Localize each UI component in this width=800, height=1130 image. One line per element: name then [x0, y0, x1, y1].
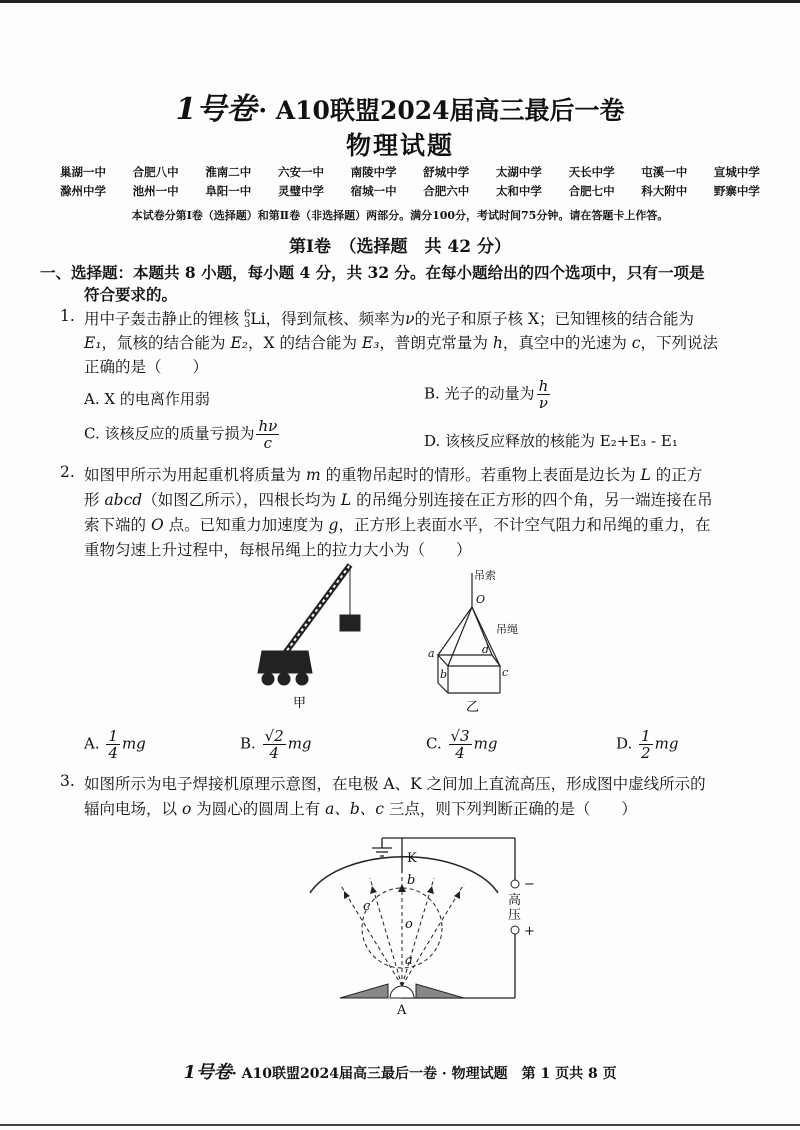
mass-number: 6 [243, 309, 251, 320]
var-c: c [631, 334, 641, 352]
arrow-head [427, 886, 434, 894]
field-line [402, 884, 464, 986]
q1-option-a[interactable]: A. X 的电离作用弱 [84, 390, 210, 408]
q2-option-c[interactable] [426, 728, 497, 761]
school: 滁州中学 [60, 184, 106, 198]
var-mg: mg [121, 734, 146, 753]
numerator: hν [258, 417, 278, 435]
q2-line-2 [84, 488, 784, 512]
q3-text: 辐向电场，以 [84, 800, 182, 818]
q2-line-4: 重物匀速上升过程中，每根吊绳上的拉力大小为（ ） [84, 541, 472, 559]
denominator: ν [538, 394, 548, 412]
figure-label-yi: 乙 [466, 700, 480, 715]
point-b: b [440, 668, 448, 681]
school: 合肥七中 [568, 184, 615, 198]
q1-text: ，下列说法 [640, 334, 718, 352]
label-rope: 吊绳 [496, 623, 518, 636]
label-voltage: 压 [508, 908, 522, 923]
arrow-head [454, 891, 460, 899]
rope-box-figure [410, 565, 550, 715]
var-mg: mg [654, 734, 679, 753]
bottom-border [0, 1124, 800, 1126]
figure-label-jia: 甲 [293, 696, 307, 711]
field-line [402, 878, 434, 986]
point-c: c [502, 666, 509, 679]
nuclide-symbol: Li [250, 310, 266, 328]
q1-line-3: 正确的是（ ） [84, 358, 209, 376]
q2-text: ，正方形上表面水平，不计空气阻力和吊绳的重力，在 [338, 516, 711, 534]
crane-boom [280, 565, 350, 660]
q2-text: 索下端的 [84, 516, 151, 534]
q1-line-2 [84, 331, 784, 355]
q2-text: 的正方 [650, 466, 703, 484]
school: 宣城中学 [713, 165, 760, 179]
charge-number: 3 [243, 319, 251, 330]
exam-subtitle: 物理试题 [345, 131, 454, 160]
option-label: B. [240, 734, 256, 753]
label-hoist-cable: 吊索 [474, 569, 496, 582]
rope-box-drawing [438, 573, 500, 693]
q2-text: 如图甲所示为用起重机将质量为 [84, 466, 306, 484]
school: 野寨中学 [713, 184, 760, 198]
denominator: 4 [108, 744, 118, 762]
fraction [106, 728, 120, 761]
fraction [263, 728, 286, 761]
label-c: c [363, 899, 371, 914]
anode-shield-right [416, 984, 464, 998]
anode-shield-left [340, 984, 388, 998]
q3-text: 为圆心的圆周上有 [191, 800, 326, 818]
q1-text: ，得到氚核、频率为 [265, 310, 406, 328]
welding-machine-figure [300, 818, 540, 1018]
point-d: d [482, 643, 490, 656]
anode [340, 984, 464, 998]
box-edge [438, 683, 448, 693]
var-E2: E₂ [230, 334, 248, 352]
arrow-head [370, 886, 377, 894]
var-o: o [181, 800, 192, 818]
numerator: √2 [264, 727, 284, 745]
school-list-row-1 [60, 164, 760, 180]
option-text: C. 该核反应的质量亏损为 [84, 424, 255, 443]
field-line [340, 884, 402, 986]
school: 六安一中 [277, 165, 324, 179]
numerator: √3 [450, 727, 470, 745]
school: 池州一中 [132, 184, 179, 198]
q1-text: 的光子和原子核 X；已知锂核的结合能为 [414, 310, 694, 328]
q2-option-d[interactable] [616, 728, 678, 761]
terminal-plus [511, 926, 519, 934]
option-text: B. 光子的动量为 [424, 384, 535, 403]
crane-wheel [296, 673, 308, 685]
numerator: h [538, 377, 549, 395]
fraction [639, 728, 653, 761]
denominator: 4 [269, 744, 279, 762]
q2-text: 形 [84, 491, 105, 509]
option-label: A. [84, 734, 100, 753]
label-A: A [397, 1003, 407, 1018]
point-O: O [476, 593, 486, 606]
q1-option-b[interactable] [424, 378, 552, 411]
school: 宿城一中 [350, 184, 397, 198]
q1-text: 用中子轰击静止的锂核 [84, 310, 244, 328]
school: 科大附中 [641, 184, 688, 198]
page-footer [0, 1058, 800, 1084]
exam-note: 本试卷分第Ⅰ卷（选择题）和第Ⅱ卷（非选择题）两部分。满分100分，考试时间75分钟。请在答题卡上作答。 [131, 209, 669, 222]
var-E3: E₃ [361, 334, 380, 352]
school-list-row-2 [60, 183, 760, 199]
var-mg: mg [473, 734, 498, 753]
exam-title-text: · A10联盟2024届高三最后一卷 [258, 96, 625, 125]
q3-text: 三点，则下列判断正确的是（ ） [384, 800, 637, 818]
field-line [370, 878, 402, 986]
school: 太和中学 [495, 184, 542, 198]
point-a: a [428, 647, 435, 660]
question-number: 3. [60, 772, 75, 790]
q1-text: ，真空中的光速为 [502, 334, 632, 352]
label-K: K [407, 851, 417, 866]
numerator: 1 [108, 727, 118, 745]
crane-figure [250, 555, 380, 715]
school: 淮南二中 [205, 165, 252, 179]
school: 合肥六中 [423, 184, 470, 198]
label-minus: − [524, 877, 535, 892]
crane-body [258, 651, 312, 673]
option-label: D. [616, 734, 633, 753]
q2-text: 的吊绳分别连接在正方形的四个角，另一端连接在吊 [351, 491, 713, 509]
footer-text: · A10联盟2024届高三最后一卷 · 物理试题 第 1 页共 8 页 [231, 1066, 617, 1082]
var-h: h [492, 334, 503, 352]
school: 屯溪一中 [641, 165, 688, 179]
label-plus: + [524, 924, 535, 939]
var-nu: ν [405, 310, 415, 328]
var-abc: a、b、c [325, 800, 384, 818]
exam-title [0, 84, 800, 128]
section-heading: 第Ⅰ卷 （选择题 共 42 分） [289, 237, 511, 257]
denominator: 2 [641, 744, 651, 762]
terminal-minus [511, 880, 519, 888]
box-labels [428, 568, 518, 681]
crane-load [340, 615, 360, 631]
var-O: O [150, 516, 164, 534]
option-label: C. [426, 734, 442, 753]
figure-labels [363, 851, 535, 1018]
crane-wheel [262, 673, 274, 685]
var-L: L [640, 466, 651, 484]
label-o: o [405, 917, 413, 932]
label-a: a [405, 953, 413, 968]
q1-option-d[interactable]: D. 该核反应释放的核能为 E₂+E₃ - E₁ [424, 432, 678, 450]
q2-option-a[interactable] [84, 728, 146, 761]
label-high: 高 [508, 893, 522, 908]
school: 灵璧中学 [277, 184, 324, 198]
school: 南陵中学 [350, 165, 397, 179]
instructions-line-2: 符合要求的。 [84, 285, 178, 304]
crane-drawing [258, 565, 360, 685]
var-mg: mg [287, 734, 312, 753]
q2-line-1 [84, 463, 784, 487]
school: 巢湖一中 [60, 165, 106, 179]
fraction [537, 378, 551, 411]
denominator: 4 [455, 744, 465, 762]
q2-text: 点。已知重力加速度为 [163, 516, 329, 534]
q2-option-b[interactable] [240, 728, 312, 761]
top-border [0, 0, 800, 3]
var-m: m [305, 466, 321, 484]
q1-text: ，X 的结合能为 [248, 334, 362, 352]
var-E1: E₁ [84, 334, 102, 352]
brand-logo: 1号卷 [175, 92, 257, 127]
fraction [256, 418, 279, 451]
school: 阜阳一中 [205, 184, 252, 198]
q1-text: ，普朗克常量为 [379, 334, 493, 352]
question-number: 1. [60, 307, 75, 325]
q1-line-1 [84, 307, 784, 331]
footer-logo: 1号卷 [183, 1062, 232, 1083]
box-top [438, 655, 500, 666]
instructions-line-1: 一、选择题：本题共 8 小题，每小题 4 分，共 32 分。在每小题给出的四个选项中，只有一项是 [40, 263, 705, 282]
school: 天长中学 [568, 165, 615, 179]
denominator: c [263, 434, 273, 452]
var-abcd: abcd [104, 491, 143, 509]
numerator: 1 [641, 727, 651, 745]
q1-option-c[interactable] [84, 418, 281, 451]
anode-electrode [390, 986, 414, 998]
question-number: 2. [60, 463, 75, 481]
q3-line-1: 如图所示为电子焊接机原理示意图，在电极 A、K 之间加上直流高压，形成图中虚线所示的 [84, 775, 706, 793]
var-g: g [328, 516, 339, 534]
var-L: L [340, 491, 352, 509]
fraction [449, 728, 472, 761]
crane-wheel [278, 673, 290, 685]
school: 舒城中学 [423, 165, 470, 179]
q2-text: 的重物吊起时的情形。若重物上表面是边长为 [320, 466, 641, 484]
field-arrows [344, 884, 460, 899]
label-b: b [407, 873, 416, 888]
school: 太湖中学 [495, 165, 542, 179]
school: 合肥八中 [132, 165, 179, 179]
q1-text: ，氚核的结合能为 [101, 334, 231, 352]
arrow-head [344, 891, 350, 899]
q2-line-3 [84, 513, 784, 537]
q2-text: （如图乙所示），四根长均为 [142, 491, 341, 509]
